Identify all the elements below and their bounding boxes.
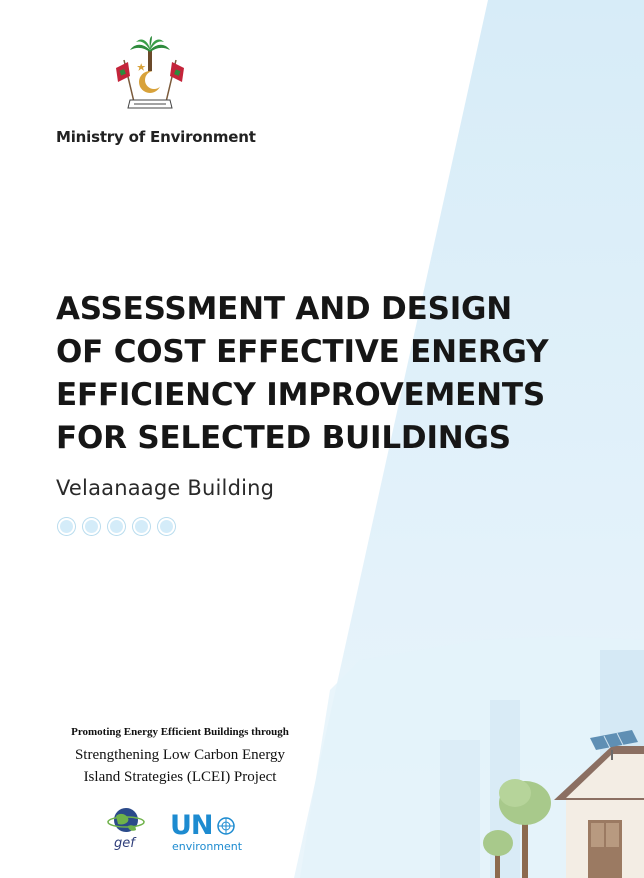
project-line-1: Promoting Energy Efficient Buildings through	[71, 726, 289, 738]
project-line-2: Strengthening Low Carbon Energy	[74, 747, 286, 763]
gef-label: gef	[114, 836, 135, 851]
project-statement	[40, 726, 320, 788]
un-globe-icon	[217, 817, 235, 835]
title-line: ASSESSMENT AND DESIGN	[56, 291, 513, 327]
title-line: FOR SELECTED BUILDINGS	[56, 420, 511, 456]
un-environment-label: environment	[172, 840, 243, 853]
un-label: UN	[170, 810, 213, 841]
dot-icon	[133, 518, 150, 535]
document-title	[56, 288, 626, 460]
dot-icon	[83, 518, 100, 535]
building-subtitle: Velaanaage Building	[56, 476, 275, 500]
dot-icon	[58, 518, 75, 535]
title-line: EFFICIENCY IMPROVEMENTS	[56, 377, 545, 413]
decorative-dots	[58, 518, 175, 535]
dot-icon	[108, 518, 125, 535]
state-emblem-icon	[112, 36, 188, 116]
project-line-3: Island Strategies (LCEI) Project	[83, 769, 277, 785]
dot-icon	[158, 518, 175, 535]
ministry-name: Ministry of Environment	[56, 128, 256, 146]
skyline-building	[440, 740, 480, 878]
un-environment-logo	[170, 810, 235, 841]
title-line: OF COST EFFECTIVE ENERGY	[56, 334, 549, 370]
